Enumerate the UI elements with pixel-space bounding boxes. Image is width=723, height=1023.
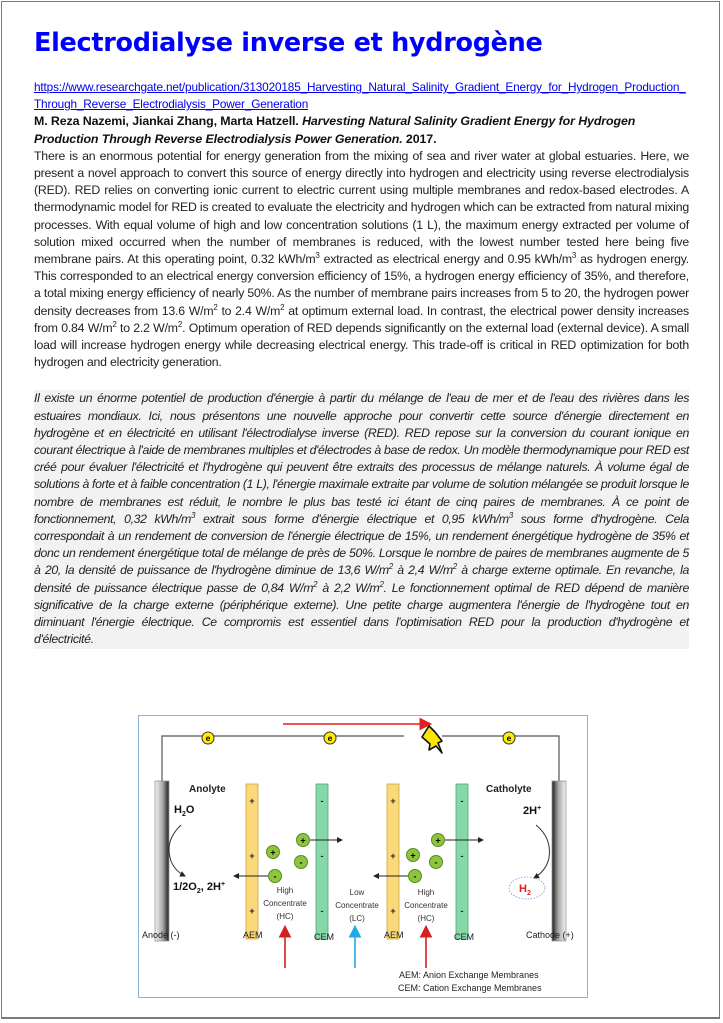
svg-text:+: + xyxy=(390,796,396,806)
document-page xyxy=(1,1,720,1019)
svg-text:e: e xyxy=(327,733,333,743)
svg-text:-: - xyxy=(434,857,438,868)
hc-label-2: High xyxy=(417,888,435,897)
abstract-english: There is an enormous potential for energy generation from the mixing of sea and river water at global estuaries. Here, we present a novel approach to convert this source of energy directly into hydrogen and electricity using reverse electrodialysis (RED). RED relies on converting ionic current to electric current using multiple membranes and redox-based electrodes. A thermodynamic model for RED is created to evaluate the electricity and hydrogen which can be extracted from natural mixing processes. With equal volume of high and low concentration solutions (1 L), the maximum energy extracted per volume of solution mixed occurred when the number of membranes is reduced, with the lowest number tested here being five membrane pairs. At this operating point, 0.32 kWh/$m^3$ extracted as electrical energy and 0.95 kWh/$m^3$ as hydrogen energy. This corresponded to an electrical energy conversion efficiency of 15%, a hydrogen energy efficiency of 35%, and therefore, a total mixing energy efficiency of nearly 50%. As the number of membrane pairs increases from 5 to 20, the hydrogen power density decreases from 13.6 $W/m^2$ to 2.4 $W/m^2$ at optimum external load. In contrast, the electrical power density increases from 0.84 $W/m^2$ to 2.2 $W/m^2$. Optimum operation of RED depends significantly on the external load (external device). A small load will increase hydrogen energy while decreasing electrical energy. This trade-off is critical in RED optimization for both hydrogen and electricity generation. xyxy=(34,148,690,370)
svg-text:e: e xyxy=(205,733,211,743)
aem-label-1: AEM xyxy=(243,930,263,940)
water-label: $H_2O$ xyxy=(174,804,195,818)
hc-label-1: High xyxy=(276,886,294,895)
electron-icon xyxy=(503,732,515,744)
svg-text:-: - xyxy=(460,796,464,806)
cathode-reaction-arrow xyxy=(534,825,549,878)
cathode-electrode xyxy=(552,781,566,941)
svg-text:+: + xyxy=(390,906,396,916)
page-title: Electrodialyse inverse et hydrogène xyxy=(34,28,543,58)
legend-cem: CEM: Cation Exchange Membranes xyxy=(398,983,542,993)
aem-label-2: AEM xyxy=(384,930,404,940)
svg-text:e: e xyxy=(506,733,512,743)
source-link[interactable]: https://www.researchgate.net/publication/313020185_Harvesting_Natural_Salinity_Gradient_Energy_for_Hydrogen_Production_Through_Reverse_Electrodialysis_Power_Generation xyxy=(34,80,686,112)
citation-authors: M. Reza Nazemi, Jiankai Zhang, Marta Hatzell. xyxy=(34,114,303,129)
svg-text:-: - xyxy=(460,851,464,861)
cathode-label: Cathode (+) xyxy=(526,930,574,940)
hydrogen-label: $H_2$ xyxy=(519,883,531,897)
svg-text:+: + xyxy=(249,796,255,806)
svg-text:(HC): (HC) xyxy=(276,912,294,921)
svg-text:-: - xyxy=(460,906,464,916)
abstract-french: Il existe un énorme potentiel de production d'énergie à partir du mélange de l'eau de mer et de l'eau des rivières dans les estuaires mondiaux. Ici, nous présentons une nouvelle approche pour convertir cette source d'énergie directement en hydrogène et en électricité en utilisant l'électrodialyse inverse (RED). RED repose sur la conversion du courant ionique en courant électrique à l'aide de membranes multiples et d'électrodes à base de redox. Un modèle thermodynamique pour RED est créé pour évaluer l'électricité et l'hydrogène qui peuvent être extraits des processus de mélange naturels. À volume égal de solutions à forte et à faible concentration (1 L), l'énergie maximale extraite par volume de solution mélangée se produit lorsque le nombre de membranes est réduit, le nombre le plus bas testé ici étant de cinq paires de membranes. À ce point de fonctionnement, 0,32 kWh/$m^3$ extrait sous forme d'énergie électrique et 0,95 kWh/$m^3$ sous forme d'hydrogène. Cela correspondait à un rendement de conversion de l'énergie électrique de 15%, un rendement énergétique hydrogène de 35% et donc un rendement énergétique total de mélange de près de 50%. Lorsque le nombre de paires de membranes augmente de 5 à 20, la densité de puissance de l'hydrogène diminue de 13,6 $W/m^2$ à 2,4 $W/m^2$ à charge externe optimale. En revanche, la densité de puissance électrique passe de 0,84 $W/m^2$ à 2,2 $W/m^2$. Le fonctionnement optimal de RED dépend de manière significative de la charge externe (périphérique externe). Une petite charge augmentera l'énergie de l'hydrogène tout en diminuant l'énergie électrique. Ce compromis est essentiel dans l'optimisation RED pour la production d'hydrogène et d'électricité. xyxy=(34,390,689,648)
anion-icon xyxy=(430,856,443,869)
lightning-bolt-icon xyxy=(422,726,442,753)
anolyte-label: Anolyte xyxy=(189,784,226,795)
svg-text:+: + xyxy=(249,906,255,916)
anion-icon xyxy=(269,870,282,883)
svg-text:+: + xyxy=(390,851,396,861)
svg-text:+: + xyxy=(270,847,276,858)
electron-icon xyxy=(324,732,336,744)
anode-product-label: $1/2O_2$, 2H+ xyxy=(173,881,226,895)
cation-icon xyxy=(407,849,420,862)
cem-label-1: CEM xyxy=(314,932,334,942)
svg-text:+: + xyxy=(410,850,416,861)
electron-icon xyxy=(202,732,214,744)
citation xyxy=(34,113,689,147)
svg-text:-: - xyxy=(413,871,417,882)
cathode-reactant-label: 2H+ xyxy=(523,805,542,817)
svg-text:(HC): (HC) xyxy=(417,914,435,923)
citation-paper-title: Harvesting Natural Salinity Gradient Energy for Hydrogen Production Through Reverse Electrodialysis Power Generation. xyxy=(34,114,636,146)
svg-text:+: + xyxy=(435,835,441,846)
svg-text:-: - xyxy=(320,906,324,916)
cation-icon xyxy=(432,834,445,847)
document-content xyxy=(34,79,689,649)
circuit-wire-left xyxy=(162,736,404,781)
svg-text:-: - xyxy=(320,851,324,861)
anion-icon xyxy=(295,856,308,869)
svg-text:Concentrate: Concentrate xyxy=(263,899,307,908)
red-diagram xyxy=(139,716,589,999)
svg-text:+: + xyxy=(300,835,306,846)
svg-text:+: + xyxy=(249,851,255,861)
catholyte-label: Catholyte xyxy=(486,784,532,795)
circuit-wire-right xyxy=(442,736,559,781)
svg-text:-: - xyxy=(299,857,303,868)
cation-icon xyxy=(267,846,280,859)
anode-reaction-arrow xyxy=(169,825,185,876)
anode-label: Anode (-) xyxy=(142,930,180,940)
svg-text:-: - xyxy=(273,871,277,882)
svg-text:(LC): (LC) xyxy=(349,914,365,923)
anion-icon xyxy=(409,870,422,883)
cem-label-2: CEM xyxy=(454,932,474,942)
svg-text:Concentrate: Concentrate xyxy=(335,901,379,910)
svg-text:Concentrate: Concentrate xyxy=(404,901,448,910)
svg-text:-: - xyxy=(320,796,324,806)
anode-electrode xyxy=(155,781,169,941)
cation-icon xyxy=(297,834,310,847)
red-diagram-figure xyxy=(138,715,588,998)
lc-label: Low xyxy=(349,888,365,897)
legend-aem: AEM: Anion Exchange Membranes xyxy=(399,970,539,980)
citation-year: 2017. xyxy=(402,131,437,146)
